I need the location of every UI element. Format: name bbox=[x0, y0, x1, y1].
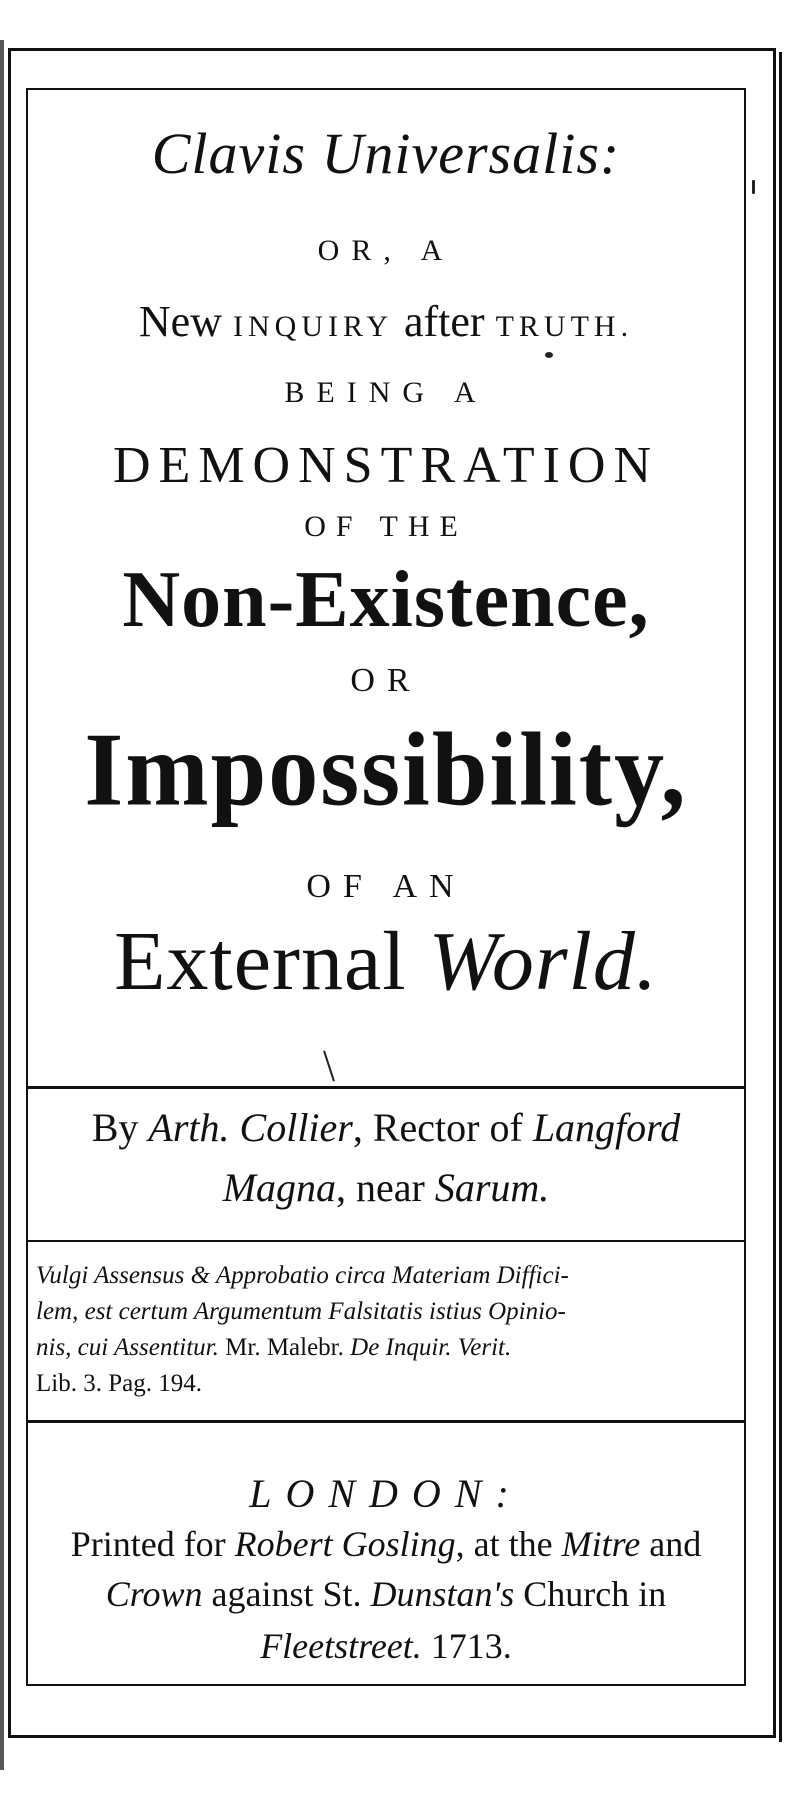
subtitle-part: New bbox=[138, 297, 233, 346]
imprint-text: , at the bbox=[455, 1524, 562, 1564]
author-near: , near bbox=[336, 1165, 435, 1210]
subtitle-new-inquiry bbox=[26, 297, 746, 346]
author-place: Magna bbox=[222, 1165, 337, 1210]
imprint-printer: Robert Gosling bbox=[234, 1524, 456, 1564]
demonstration: DEMONSTRATION bbox=[113, 437, 659, 494]
ink-speck bbox=[545, 352, 553, 358]
imprint-line bbox=[26, 1628, 746, 1664]
imprint-year: 1713. bbox=[421, 1626, 512, 1666]
author-name: Arth. Collier bbox=[148, 1105, 353, 1150]
epigraph-line: Vulgi Assensus & Approbatio circa Materiam Diffici- bbox=[36, 1262, 569, 1289]
page-edge bbox=[0, 40, 4, 1770]
being-a: BEING A bbox=[284, 376, 488, 409]
imprint-text: Church in bbox=[514, 1574, 667, 1614]
imprint-line bbox=[26, 1576, 746, 1612]
external-word: External bbox=[114, 915, 429, 1008]
author-rector: , Rector of bbox=[352, 1105, 533, 1150]
ink-speck bbox=[752, 180, 755, 194]
subtitle-part: after bbox=[393, 297, 496, 346]
epigraph-source-title: De Inquir. Verit. bbox=[350, 1334, 512, 1361]
imprint-line bbox=[26, 1526, 746, 1562]
divider-rule bbox=[26, 1420, 746, 1423]
imprint-sign: Mitre bbox=[561, 1524, 641, 1564]
world-word: World. bbox=[428, 915, 658, 1008]
or-connector: OR bbox=[350, 662, 422, 699]
imprint-church: Dunstan's bbox=[370, 1574, 515, 1614]
book-title: Clavis Universalis: bbox=[151, 121, 621, 186]
impossibility-blackletter: Impossibility, bbox=[84, 711, 688, 828]
divider-rule bbox=[26, 1086, 746, 1089]
epigraph-line bbox=[36, 1330, 736, 1366]
right-border-rule bbox=[779, 52, 782, 1742]
imprint-sign: Crown bbox=[105, 1574, 203, 1614]
imprint-street: Fleetstreet. bbox=[260, 1626, 422, 1666]
epigraph-text: nis, cui Assentitur. bbox=[36, 1334, 226, 1361]
author-line-2 bbox=[26, 1165, 746, 1210]
epigraph-source: Mr. Malebr. bbox=[225, 1334, 351, 1361]
author-place: Langford bbox=[532, 1105, 681, 1150]
non-existence: Non-Existence, bbox=[122, 556, 650, 644]
author-line bbox=[26, 1105, 746, 1150]
imprint-city: LONDON: bbox=[249, 1471, 523, 1516]
epigraph-reference: Lib. 3. Pag. 194. bbox=[36, 1370, 202, 1397]
title-connector-or-a: OR, A bbox=[317, 234, 455, 267]
subtitle-inquiry: INQUIRY bbox=[233, 310, 393, 343]
divider-rule bbox=[26, 1240, 746, 1242]
subtitle-truth: TRUTH. bbox=[495, 310, 634, 343]
latin-epigraph bbox=[36, 1258, 736, 1402]
author-place: Sarum. bbox=[434, 1165, 550, 1210]
imprint-text: against St. bbox=[202, 1574, 371, 1614]
imprint-text: Printed for bbox=[70, 1524, 235, 1564]
author-by: By bbox=[91, 1105, 149, 1150]
external-world bbox=[26, 915, 746, 1008]
imprint-text: and bbox=[640, 1524, 702, 1564]
of-the: OF THE bbox=[304, 510, 468, 543]
epigraph-line: lem, est certum Argumentum Falsitatis istius Opinio- bbox=[36, 1298, 566, 1325]
of-an: OF AN bbox=[306, 868, 466, 905]
